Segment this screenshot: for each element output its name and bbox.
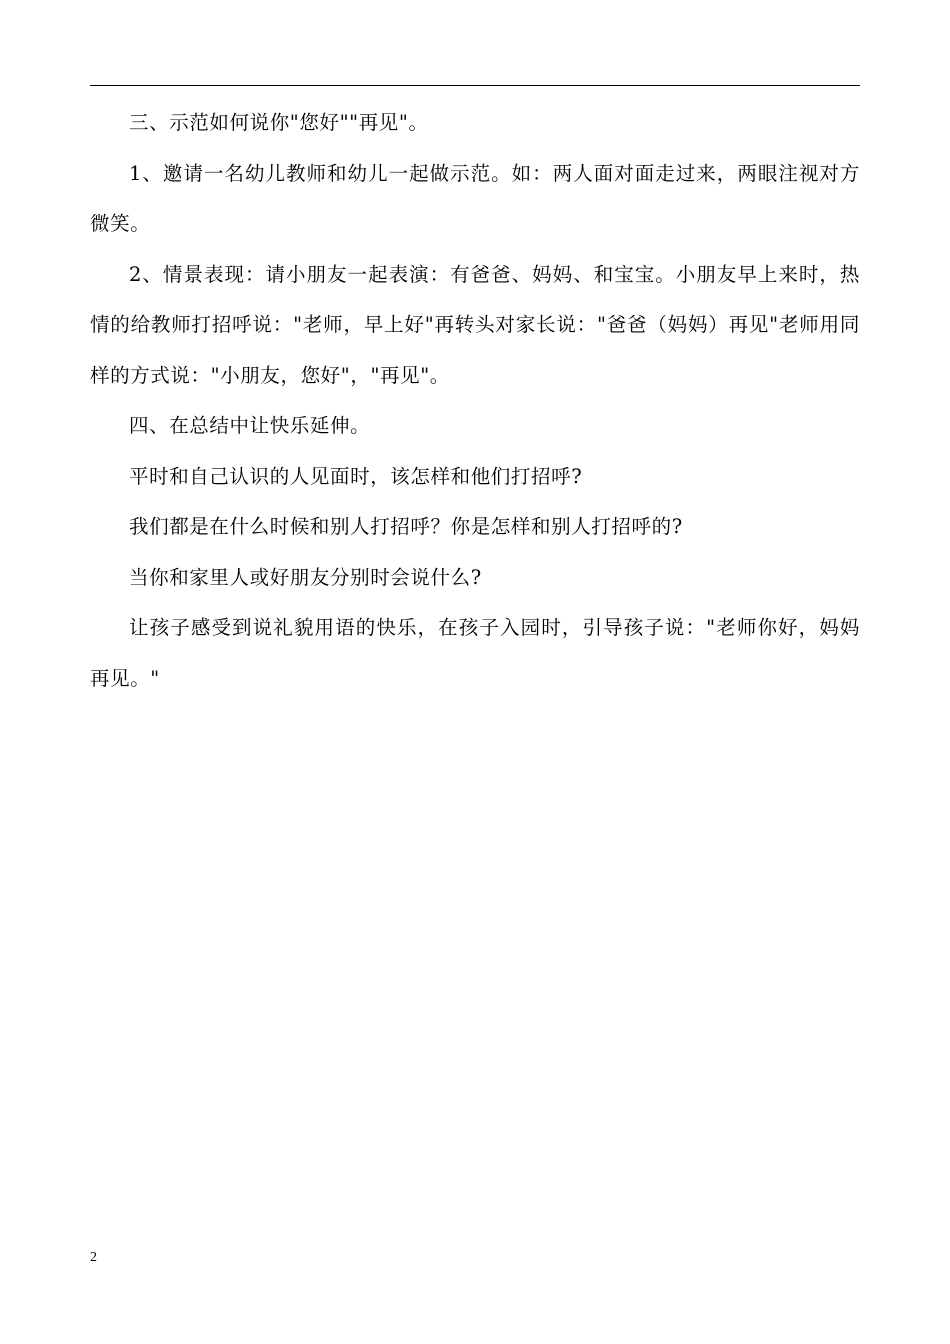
paragraph-question-one: 平时和自己认识的人见面时，该怎样和他们打招呼? xyxy=(129,464,583,488)
paragraph-section-four-title: 四、在总结中让快乐延伸。 xyxy=(129,414,371,437)
paragraph-section-three-title: 三、示范如何说你"您好""再见"。 xyxy=(129,111,429,134)
page-number: 2 xyxy=(90,1250,97,1265)
paragraph-step-one: 1、邀请一名幼儿教师和幼儿一起做示范。如：两人面对面走过来，两眼注视对方微笑。 xyxy=(90,161,860,235)
paragraph-conclusion: 让孩子感受到说礼貌用语的快乐，在孩子入园时，引导孩子说："老师你好，妈妈再见。" xyxy=(90,616,860,690)
paragraph-question-two: 我们都是在什么时候和别人打招呼？你是怎样和别人打招呼的? xyxy=(129,515,683,538)
paragraph-step-two: 2、情景表现：请小朋友一起表演：有爸爸、妈妈、和宝宝。小朋友早上来时，热情的给教师打招呼说："老师，早上好"再转头对家长说："爸爸（妈妈）再见"老师用同样的方式说："小朋友，您好"，"再见"。 xyxy=(90,262,860,387)
paragraph-question-three: 当你和家里人或好朋友分别时会说什么? xyxy=(129,565,482,589)
header-rule xyxy=(90,85,860,86)
document-body xyxy=(90,98,860,704)
